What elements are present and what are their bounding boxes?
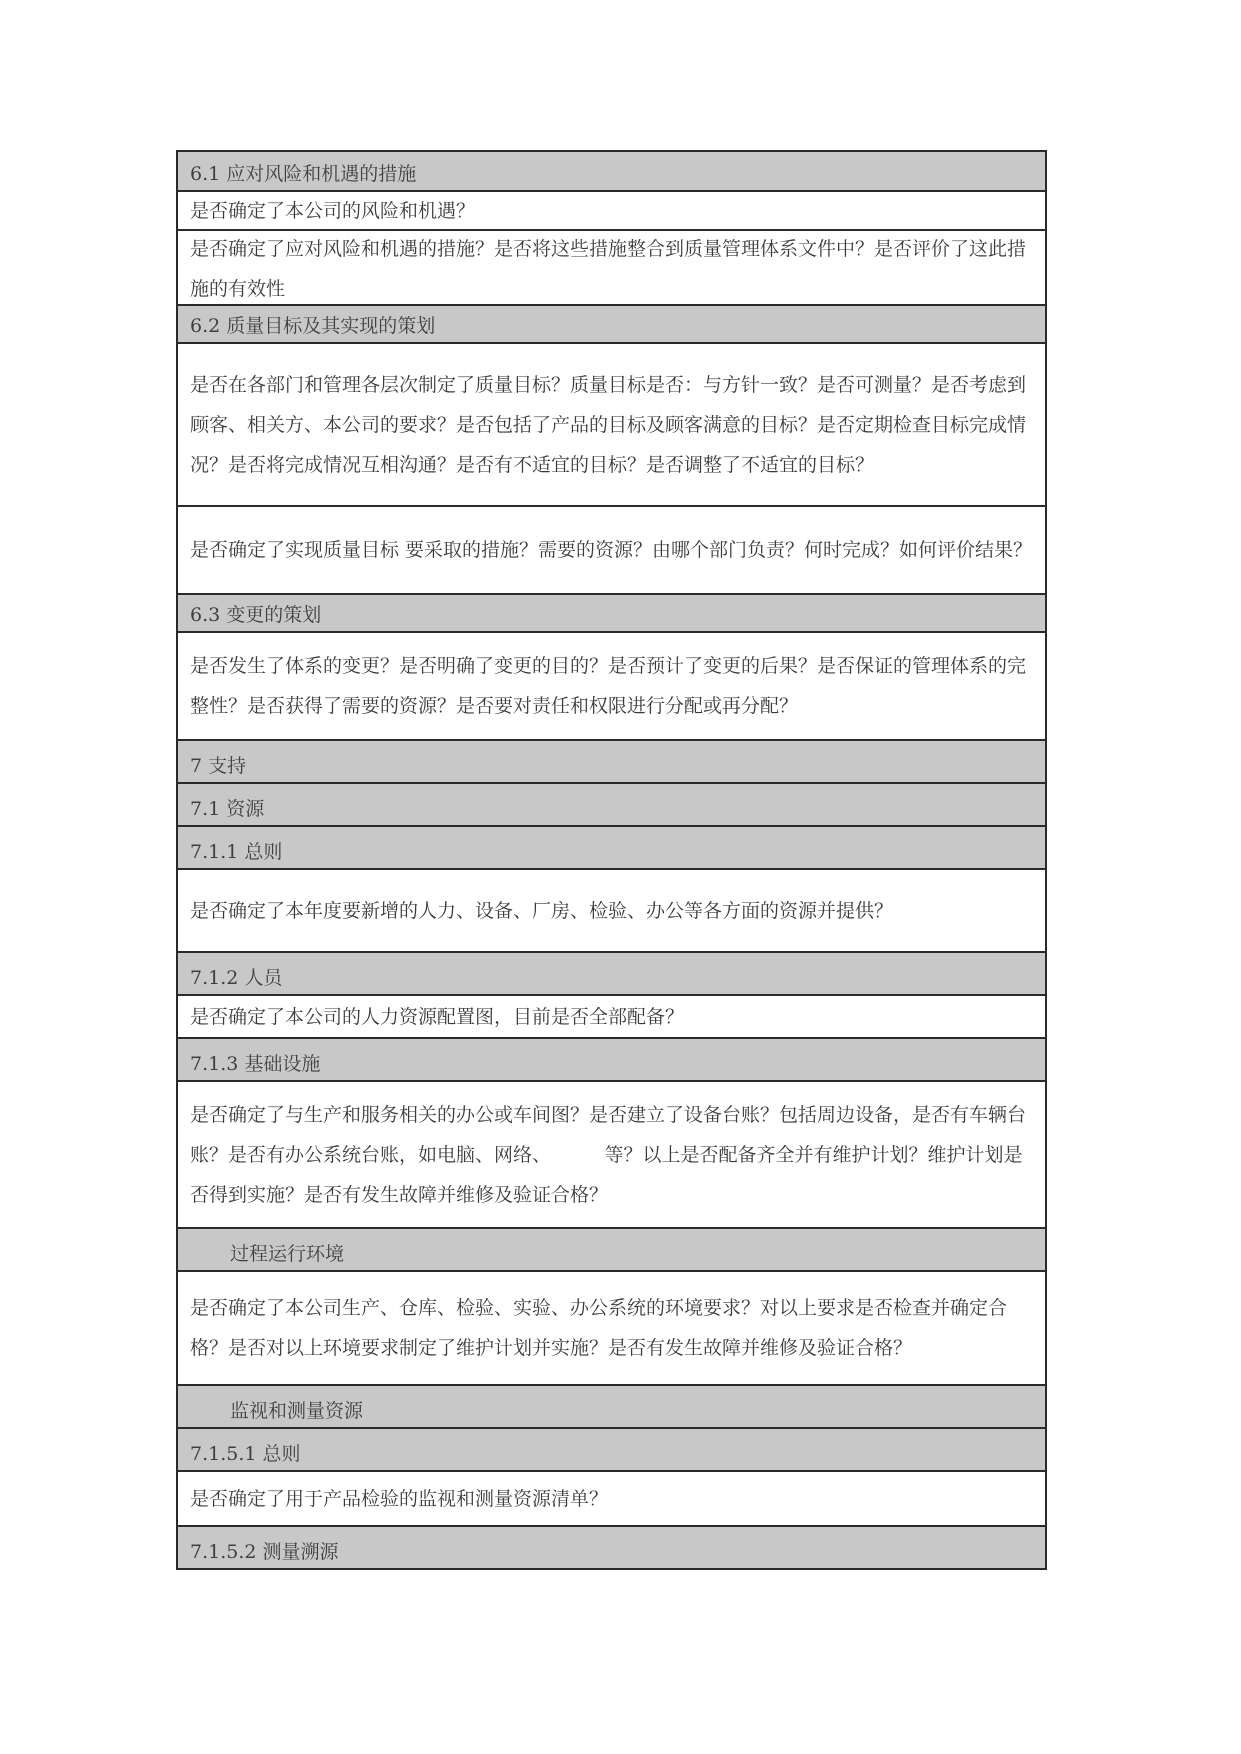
section-header-text: 过程运行环境 (230, 1243, 345, 1265)
section-header-7-1-5-1 (178, 1427, 1045, 1470)
section-header-7 (178, 739, 1045, 782)
checklist-item (178, 1470, 1045, 1525)
section-header-text: 7.1.1 总则 (190, 841, 283, 863)
section-header-text: 7.1.3 基础设施 (190, 1053, 321, 1075)
checklist-item-text: 是否发生了体系的变更？是否明确了变更的目的？是否预计了变更的后果？是否保证的管理体系的完整性？是否获得了需要的资源？是否要对责任和权限进行分配或再分配？ (190, 655, 1027, 717)
checklist-item-text: 是否在各部门和管理各层次制定了质量目标？质量目标是否：与方针一致？是否可测量？是否考虑到顾客、相关方、本公司的要求？是否包括了产品的目标及顾客满意的目标？是否定期检查目标完成情况？是否将完成情况互相沟通？是否有不适宜的目标？是否调整了不适宜的目标？ (190, 373, 1027, 476)
section-header-7-1-5-2 (178, 1525, 1045, 1568)
checklist-table (176, 150, 1047, 1570)
section-header-7-1-3 (178, 1037, 1045, 1080)
checklist-item-text: 是否确定了与生产和服务相关的办公或车间图？是否建立了设备台账？包括周边设备，是否有车辆台账？是否有办公系统台账，如电脑、网络、 等？以上是否配备齐全并有维护计划？维护计划是否得到实施？是否有发生故障并维修及验证合格？ (190, 1103, 1027, 1206)
checklist-item-text: 是否确定了本年度要新增的人力、设备、厂房、检验、办公等各方面的资源并提供？ (190, 899, 894, 922)
section-header-text: 7.1.5.1 总则 (190, 1443, 301, 1465)
section-header-text: 7.1.2 人员 (190, 967, 283, 989)
section-header-6-2 (178, 304, 1045, 342)
section-header-6-3 (178, 593, 1045, 631)
checklist-item (178, 994, 1045, 1037)
checklist-item-text: 是否确定了应对风险和机遇的措施？是否将这些措施整合到质量管理体系文件中？是否评价了这此措施的有效性 (190, 237, 1027, 300)
checklist-item (178, 1270, 1045, 1384)
checklist-item (178, 505, 1045, 593)
section-header-monitoring-resources (178, 1384, 1045, 1427)
checklist-item-text: 是否确定了本公司生产、仓库、检验、实验、办公系统的环境要求？对以上要求是否检查并确定合格？是否对以上环境要求制定了维护计划并实施？是否有发生故障并维修及验证合格？ (190, 1297, 1008, 1359)
checklist-item (178, 190, 1045, 229)
section-header-6-1 (178, 150, 1045, 190)
checklist-item-text: 是否确定了本公司的风险和机遇？ (190, 199, 476, 222)
checklist-item (178, 1080, 1045, 1227)
checklist-item-text: 是否确定了本公司的人力资源配置图，目前是否全部配备？ (190, 1005, 685, 1028)
section-header-text: 6.2 质量目标及其实现的策划 (190, 315, 436, 337)
section-header-text: 6.3 变更的策划 (190, 604, 322, 626)
section-header-text: 7.1.5.2 测量溯源 (190, 1541, 339, 1563)
section-header-text: 7 支持 (190, 755, 247, 777)
section-header-7-1 (178, 782, 1045, 825)
checklist-item (178, 868, 1045, 951)
checklist-item-text: 是否确定了用于产品检验的监视和测量资源清单？ (190, 1487, 609, 1510)
section-header-text: 7.1 资源 (190, 798, 265, 820)
checklist-item-text: 是否确定了实现质量目标 要采取的措施？需要的资源？由哪个部门负责？何时完成？如何评价结果？ (190, 539, 1033, 561)
section-header-7-1-1 (178, 825, 1045, 868)
section-header-text: 监视和测量资源 (230, 1400, 364, 1422)
section-header-7-1-2 (178, 951, 1045, 994)
checklist-item (178, 631, 1045, 739)
section-header-text: 6.1 应对风险和机遇的措施 (190, 163, 417, 185)
section-header-process-environment (178, 1227, 1045, 1270)
checklist-item (178, 342, 1045, 505)
checklist-item (178, 229, 1045, 304)
